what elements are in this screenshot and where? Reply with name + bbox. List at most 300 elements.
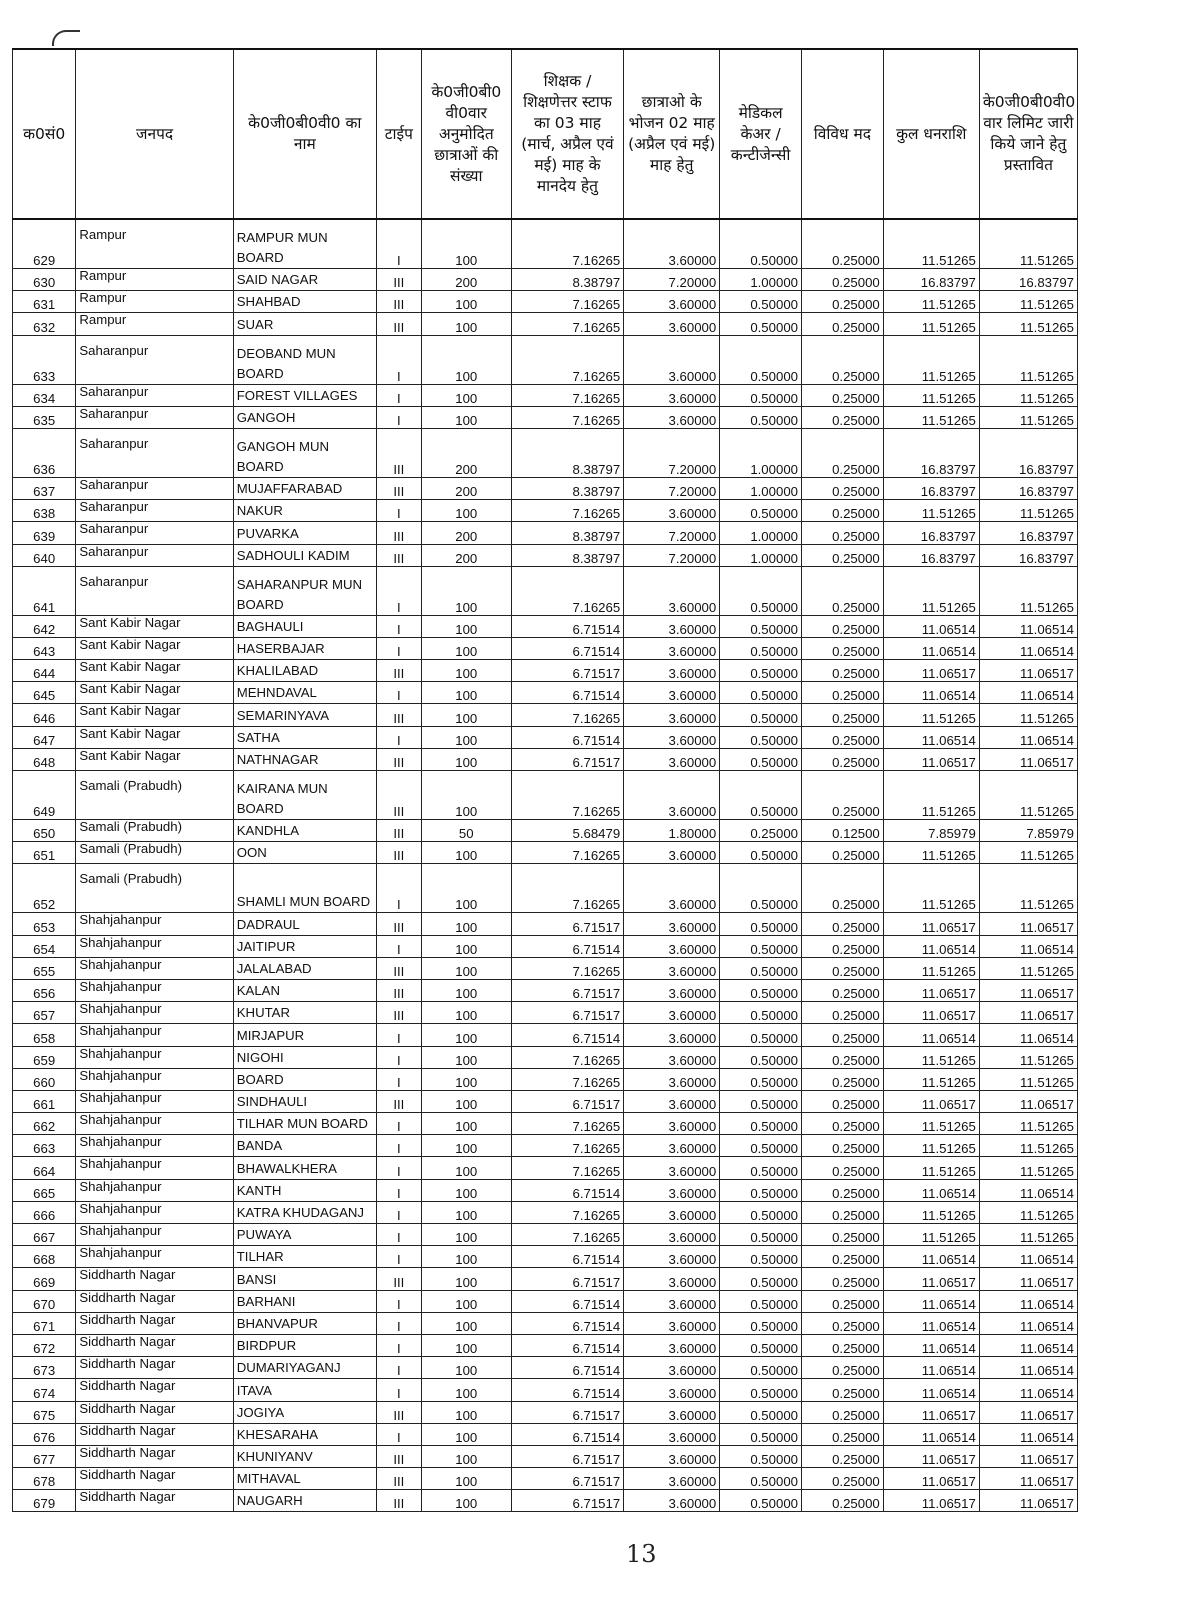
cell-medical: 0.50000 (720, 1090, 802, 1112)
cell-kgbv-name: NAKUR (233, 500, 376, 522)
cell-kgbv-name: NAUGARH (233, 1490, 376, 1512)
table-row (13, 1179, 1078, 1201)
cell-district: Shahjahanpur (76, 1002, 233, 1024)
cell-students: 100 (421, 1090, 511, 1112)
cell-medical: 0.50000 (720, 1135, 802, 1157)
cell-medical: 0.50000 (720, 1002, 802, 1024)
cell-proposed: 11.06514 (979, 615, 1077, 637)
cell-misc: 0.25000 (801, 406, 883, 428)
cell-proposed: 11.51265 (979, 957, 1077, 979)
cell-staff: 6.71517 (511, 1090, 623, 1112)
cell-district: Shahjahanpur (76, 1068, 233, 1090)
cell-district: Shahjahanpur (76, 1135, 233, 1157)
cell-kgbv-name: DADRAUL (233, 913, 376, 935)
cell-staff: 8.38797 (511, 477, 623, 499)
table-row (13, 477, 1078, 499)
cell-misc: 0.25000 (801, 1490, 883, 1512)
cell-misc: 0.25000 (801, 1379, 883, 1401)
cell-food: 3.60000 (624, 682, 720, 704)
cell-students: 100 (421, 500, 511, 522)
cell-staff: 8.38797 (511, 544, 623, 566)
cell-students: 100 (421, 1445, 511, 1467)
cell-proposed: 11.51265 (979, 406, 1077, 428)
cell-total: 11.51265 (883, 500, 979, 522)
table-row (13, 313, 1078, 335)
cell-total: 11.51265 (883, 335, 979, 384)
cell-proposed: 11.06514 (979, 1423, 1077, 1445)
cell-total: 11.51265 (883, 1135, 979, 1157)
cell-medical: 1.00000 (720, 269, 802, 291)
table-row (13, 864, 1078, 913)
cell-serial: 650 (13, 820, 76, 842)
cell-district: Shahjahanpur (76, 1179, 233, 1201)
cell-staff: 6.71514 (511, 1024, 623, 1046)
cell-staff: 6.71514 (511, 682, 623, 704)
cell-district: Siddharth Nagar (76, 1379, 233, 1401)
cell-proposed: 11.51265 (979, 566, 1077, 615)
cell-medical: 0.50000 (720, 957, 802, 979)
cell-total: 11.06517 (883, 1401, 979, 1423)
cell-kgbv-name: KAIRANA MUN BOARD (233, 771, 376, 820)
cell-kgbv-name: OON (233, 842, 376, 864)
cell-students: 200 (421, 477, 511, 499)
cell-food: 3.60000 (624, 979, 720, 1001)
table-row (13, 1068, 1078, 1090)
cell-students: 100 (421, 660, 511, 682)
table-row (13, 957, 1078, 979)
table-row (13, 1290, 1078, 1312)
cell-type: III (376, 1002, 421, 1024)
cell-serial: 637 (13, 477, 76, 499)
table-row (13, 771, 1078, 820)
cell-district: Saharanpur (76, 544, 233, 566)
cell-type: I (376, 1157, 421, 1179)
cell-district: Rampur (76, 313, 233, 335)
table-row (13, 335, 1078, 384)
cell-medical: 0.50000 (720, 726, 802, 748)
table-row (13, 1224, 1078, 1246)
cell-food: 3.60000 (624, 335, 720, 384)
cell-serial: 675 (13, 1401, 76, 1423)
header-district: जनपद (76, 49, 233, 219)
cell-misc: 0.25000 (801, 682, 883, 704)
cell-serial: 663 (13, 1135, 76, 1157)
cell-medical: 0.50000 (720, 1068, 802, 1090)
cell-students: 100 (421, 979, 511, 1001)
cell-students: 100 (421, 1312, 511, 1334)
cell-district: Siddharth Nagar (76, 1423, 233, 1445)
cell-type: III (376, 428, 421, 477)
cell-food: 3.60000 (624, 1379, 720, 1401)
cell-medical: 0.50000 (720, 864, 802, 913)
cell-type: I (376, 1046, 421, 1068)
cell-kgbv-name: TILHAR MUN BOARD (233, 1113, 376, 1135)
cell-type: I (376, 1024, 421, 1046)
cell-type: III (376, 1468, 421, 1490)
cell-food: 3.60000 (624, 935, 720, 957)
cell-total: 11.06514 (883, 637, 979, 659)
cell-proposed: 11.06514 (979, 637, 1077, 659)
cell-proposed: 16.83797 (979, 522, 1077, 544)
table-row (13, 1423, 1078, 1445)
cell-district: Shahjahanpur (76, 1090, 233, 1112)
cell-serial: 670 (13, 1290, 76, 1312)
cell-kgbv-name: KANTH (233, 1179, 376, 1201)
cell-proposed: 11.06517 (979, 1401, 1077, 1423)
cell-proposed: 11.51265 (979, 1135, 1077, 1157)
cell-serial: 664 (13, 1157, 76, 1179)
cell-district: Saharanpur (76, 428, 233, 477)
cell-kgbv-name: HASERBAJAR (233, 637, 376, 659)
cell-proposed: 11.06517 (979, 660, 1077, 682)
cell-type: III (376, 313, 421, 335)
cell-staff: 6.71517 (511, 660, 623, 682)
cell-kgbv-name: JALALABAD (233, 957, 376, 979)
cell-kgbv-name: GANGOH (233, 406, 376, 428)
cell-misc: 0.25000 (801, 1224, 883, 1246)
cell-staff: 6.71514 (511, 935, 623, 957)
cell-kgbv-name: KALAN (233, 979, 376, 1001)
cell-proposed: 11.51265 (979, 1224, 1077, 1246)
cell-medical: 0.50000 (720, 1179, 802, 1201)
cell-food: 1.80000 (624, 820, 720, 842)
cell-district: Sant Kabir Nagar (76, 615, 233, 637)
cell-food: 7.20000 (624, 477, 720, 499)
cell-misc: 0.25000 (801, 1046, 883, 1068)
cell-total: 11.51265 (883, 219, 979, 269)
cell-type: III (376, 269, 421, 291)
cell-proposed: 11.06517 (979, 1002, 1077, 1024)
cell-type: I (376, 500, 421, 522)
cell-food: 3.60000 (624, 219, 720, 269)
cell-food: 3.60000 (624, 406, 720, 428)
cell-proposed: 11.06514 (979, 935, 1077, 957)
cell-medical: 0.50000 (720, 313, 802, 335)
cell-medical: 0.50000 (720, 748, 802, 770)
cell-total: 11.06514 (883, 1290, 979, 1312)
cell-misc: 0.25000 (801, 1024, 883, 1046)
cell-district: Samali (Prabudh) (76, 820, 233, 842)
cell-medical: 0.50000 (720, 1224, 802, 1246)
cell-food: 3.60000 (624, 1046, 720, 1068)
cell-type: I (376, 1379, 421, 1401)
cell-total: 11.51265 (883, 842, 979, 864)
cell-type: III (376, 544, 421, 566)
cell-proposed: 11.06514 (979, 1290, 1077, 1312)
cell-food: 3.60000 (624, 1357, 720, 1379)
cell-district: Siddharth Nagar (76, 1334, 233, 1356)
cell-type: III (376, 1445, 421, 1467)
cell-type: I (376, 1334, 421, 1356)
cell-medical: 0.50000 (720, 935, 802, 957)
cell-proposed: 16.83797 (979, 269, 1077, 291)
cell-total: 11.51265 (883, 384, 979, 406)
cell-misc: 0.25000 (801, 771, 883, 820)
table-row (13, 406, 1078, 428)
cell-serial: 640 (13, 544, 76, 566)
header-food: छात्राओ के भोजन 02 माह (अप्रैल एवं मई) माह हेतु (624, 49, 720, 219)
cell-total: 11.06514 (883, 1179, 979, 1201)
cell-type: I (376, 1179, 421, 1201)
cell-serial: 654 (13, 935, 76, 957)
cell-misc: 0.25000 (801, 269, 883, 291)
cell-staff: 6.71514 (511, 1290, 623, 1312)
cell-kgbv-name: KATRA KHUDAGANJ (233, 1201, 376, 1223)
cell-food: 3.60000 (624, 1401, 720, 1423)
cell-students: 100 (421, 1468, 511, 1490)
cell-students: 100 (421, 726, 511, 748)
cell-proposed: 11.51265 (979, 1201, 1077, 1223)
table-row (13, 1490, 1078, 1512)
cell-misc: 0.25000 (801, 913, 883, 935)
cell-type: III (376, 979, 421, 1001)
cell-serial: 630 (13, 269, 76, 291)
cell-kgbv-name: MEHNDAVAL (233, 682, 376, 704)
table-row (13, 1312, 1078, 1334)
cell-staff: 7.16265 (511, 335, 623, 384)
cell-food: 3.60000 (624, 771, 720, 820)
cell-district: Shahjahanpur (76, 1024, 233, 1046)
table-row (13, 291, 1078, 313)
cell-serial: 678 (13, 1468, 76, 1490)
cell-staff: 5.68479 (511, 820, 623, 842)
cell-food: 3.60000 (624, 1246, 720, 1268)
cell-serial: 661 (13, 1090, 76, 1112)
cell-staff: 7.16265 (511, 1201, 623, 1223)
table-row (13, 1157, 1078, 1179)
cell-proposed: 11.06517 (979, 1468, 1077, 1490)
cell-total: 7.85979 (883, 820, 979, 842)
cell-total: 11.06517 (883, 748, 979, 770)
cell-proposed: 11.06514 (979, 1357, 1077, 1379)
cell-medical: 0.50000 (720, 979, 802, 1001)
cell-district: Samali (Prabudh) (76, 771, 233, 820)
cell-students: 100 (421, 384, 511, 406)
cell-misc: 0.25000 (801, 477, 883, 499)
cell-total: 11.06517 (883, 1490, 979, 1512)
cell-students: 100 (421, 1157, 511, 1179)
cell-type: I (376, 682, 421, 704)
cell-kgbv-name: SATHA (233, 726, 376, 748)
cell-staff: 6.71514 (511, 1334, 623, 1356)
cell-food: 3.60000 (624, 291, 720, 313)
cell-serial: 676 (13, 1423, 76, 1445)
cell-district: Siddharth Nagar (76, 1401, 233, 1423)
cell-misc: 0.25000 (801, 615, 883, 637)
cell-food: 7.20000 (624, 269, 720, 291)
cell-food: 3.60000 (624, 1445, 720, 1467)
cell-district: Saharanpur (76, 522, 233, 544)
cell-serial: 662 (13, 1113, 76, 1135)
cell-students: 200 (421, 522, 511, 544)
cell-staff: 7.16265 (511, 1135, 623, 1157)
cell-students: 100 (421, 313, 511, 335)
cell-district: Shahjahanpur (76, 979, 233, 1001)
cell-district: Saharanpur (76, 406, 233, 428)
cell-district: Siddharth Nagar (76, 1468, 233, 1490)
cell-students: 50 (421, 820, 511, 842)
cell-type: I (376, 1246, 421, 1268)
cell-medical: 0.50000 (720, 637, 802, 659)
cell-students: 100 (421, 615, 511, 637)
cell-serial: 656 (13, 979, 76, 1001)
cell-staff: 6.71517 (511, 748, 623, 770)
cell-serial: 649 (13, 771, 76, 820)
cell-kgbv-name: KHUTAR (233, 1002, 376, 1024)
cell-kgbv-name: MUJAFFARABAD (233, 477, 376, 499)
cell-proposed: 16.83797 (979, 544, 1077, 566)
cell-misc: 0.25000 (801, 544, 883, 566)
cell-food: 3.60000 (624, 726, 720, 748)
cell-misc: 0.25000 (801, 1201, 883, 1223)
cell-proposed: 11.06514 (979, 1379, 1077, 1401)
cell-proposed: 11.51265 (979, 771, 1077, 820)
cell-proposed: 11.06514 (979, 1179, 1077, 1201)
table-row (13, 269, 1078, 291)
cell-kgbv-name: PUVARKA (233, 522, 376, 544)
cell-total: 11.06517 (883, 1468, 979, 1490)
table-row (13, 660, 1078, 682)
cell-misc: 0.25000 (801, 1179, 883, 1201)
cell-type: I (376, 615, 421, 637)
cell-serial: 677 (13, 1445, 76, 1467)
cell-students: 100 (421, 1113, 511, 1135)
cell-medical: 0.50000 (720, 1423, 802, 1445)
cell-total: 16.83797 (883, 428, 979, 477)
cell-proposed: 11.06517 (979, 1090, 1077, 1112)
cell-serial: 674 (13, 1379, 76, 1401)
cell-type: III (376, 913, 421, 935)
cell-medical: 0.50000 (720, 1490, 802, 1512)
cell-students: 100 (421, 1068, 511, 1090)
cell-proposed: 16.83797 (979, 477, 1077, 499)
cell-serial: 660 (13, 1068, 76, 1090)
cell-food: 3.60000 (624, 1068, 720, 1090)
cell-serial: 666 (13, 1201, 76, 1223)
cell-total: 11.51265 (883, 406, 979, 428)
cell-food: 3.60000 (624, 1179, 720, 1201)
table-row (13, 544, 1078, 566)
cell-students: 100 (421, 957, 511, 979)
cell-students: 100 (421, 1268, 511, 1290)
cell-proposed: 11.51265 (979, 864, 1077, 913)
cell-district: Saharanpur (76, 566, 233, 615)
cell-district: Siddharth Nagar (76, 1312, 233, 1334)
cell-type: III (376, 842, 421, 864)
cell-type: III (376, 748, 421, 770)
cell-students: 100 (421, 682, 511, 704)
cell-total: 11.06517 (883, 1002, 979, 1024)
cell-students: 100 (421, 566, 511, 615)
cell-staff: 8.38797 (511, 269, 623, 291)
cell-misc: 0.25000 (801, 1068, 883, 1090)
cell-food: 3.60000 (624, 1468, 720, 1490)
cell-serial: 672 (13, 1334, 76, 1356)
table-row (13, 1357, 1078, 1379)
cell-kgbv-name: BANDA (233, 1135, 376, 1157)
cell-serial: 679 (13, 1490, 76, 1512)
cell-type: I (376, 726, 421, 748)
cell-staff: 6.71517 (511, 1002, 623, 1024)
cell-serial: 644 (13, 660, 76, 682)
cell-type: III (376, 477, 421, 499)
cell-medical: 0.50000 (720, 1445, 802, 1467)
allocation-table (12, 48, 1078, 1512)
cell-misc: 0.25000 (801, 1468, 883, 1490)
cell-total: 11.06517 (883, 913, 979, 935)
cell-students: 100 (421, 1224, 511, 1246)
cell-district: Shahjahanpur (76, 1246, 233, 1268)
cell-total: 11.06517 (883, 1090, 979, 1112)
cell-proposed: 11.51265 (979, 500, 1077, 522)
cell-total: 11.06517 (883, 979, 979, 1001)
cell-serial: 667 (13, 1224, 76, 1246)
cell-kgbv-name: NATHNAGAR (233, 748, 376, 770)
cell-students: 100 (421, 1024, 511, 1046)
cell-type: III (376, 522, 421, 544)
cell-district: Shahjahanpur (76, 1224, 233, 1246)
cell-misc: 0.25000 (801, 1445, 883, 1467)
cell-district: Samali (Prabudh) (76, 842, 233, 864)
cell-type: I (376, 864, 421, 913)
cell-food: 3.60000 (624, 615, 720, 637)
cell-medical: 0.50000 (720, 335, 802, 384)
cell-serial: 635 (13, 406, 76, 428)
cell-medical: 0.50000 (720, 1357, 802, 1379)
cell-food: 3.60000 (624, 957, 720, 979)
table-row (13, 1135, 1078, 1157)
cell-staff: 6.71514 (511, 1423, 623, 1445)
cell-proposed: 11.51265 (979, 1157, 1077, 1179)
cell-proposed: 11.06517 (979, 1490, 1077, 1512)
table-row (13, 615, 1078, 637)
header-type: टाईप (376, 49, 421, 219)
cell-proposed: 11.51265 (979, 842, 1077, 864)
cell-type: I (376, 1423, 421, 1445)
cell-medical: 0.50000 (720, 566, 802, 615)
cell-students: 100 (421, 406, 511, 428)
table-row (13, 500, 1078, 522)
cell-misc: 0.25000 (801, 1090, 883, 1112)
cell-serial: 645 (13, 682, 76, 704)
cell-serial: 631 (13, 291, 76, 313)
cell-students: 100 (421, 1179, 511, 1201)
cell-staff: 7.16265 (511, 384, 623, 406)
cell-students: 100 (421, 913, 511, 935)
cell-staff: 7.16265 (511, 1046, 623, 1068)
cell-staff: 6.71514 (511, 1312, 623, 1334)
table-row (13, 935, 1078, 957)
cell-staff: 7.16265 (511, 1113, 623, 1135)
cell-misc: 0.25000 (801, 313, 883, 335)
cell-food: 3.60000 (624, 1113, 720, 1135)
cell-medical: 0.50000 (720, 1268, 802, 1290)
cell-staff: 7.16265 (511, 406, 623, 428)
cell-staff: 6.71514 (511, 1357, 623, 1379)
cell-medical: 0.25000 (720, 820, 802, 842)
cell-total: 11.51265 (883, 1157, 979, 1179)
cell-medical: 0.50000 (720, 704, 802, 726)
cell-staff: 6.71517 (511, 979, 623, 1001)
cell-staff: 7.16265 (511, 864, 623, 913)
cell-staff: 6.71517 (511, 1445, 623, 1467)
cell-kgbv-name: SADHOULI KADIM (233, 544, 376, 566)
cell-kgbv-name: DEOBAND MUN BOARD (233, 335, 376, 384)
cell-misc: 0.25000 (801, 1312, 883, 1334)
cell-district: Samali (Prabudh) (76, 864, 233, 913)
cell-kgbv-name: SHAMLI MUN BOARD (233, 864, 376, 913)
cell-medical: 1.00000 (720, 477, 802, 499)
